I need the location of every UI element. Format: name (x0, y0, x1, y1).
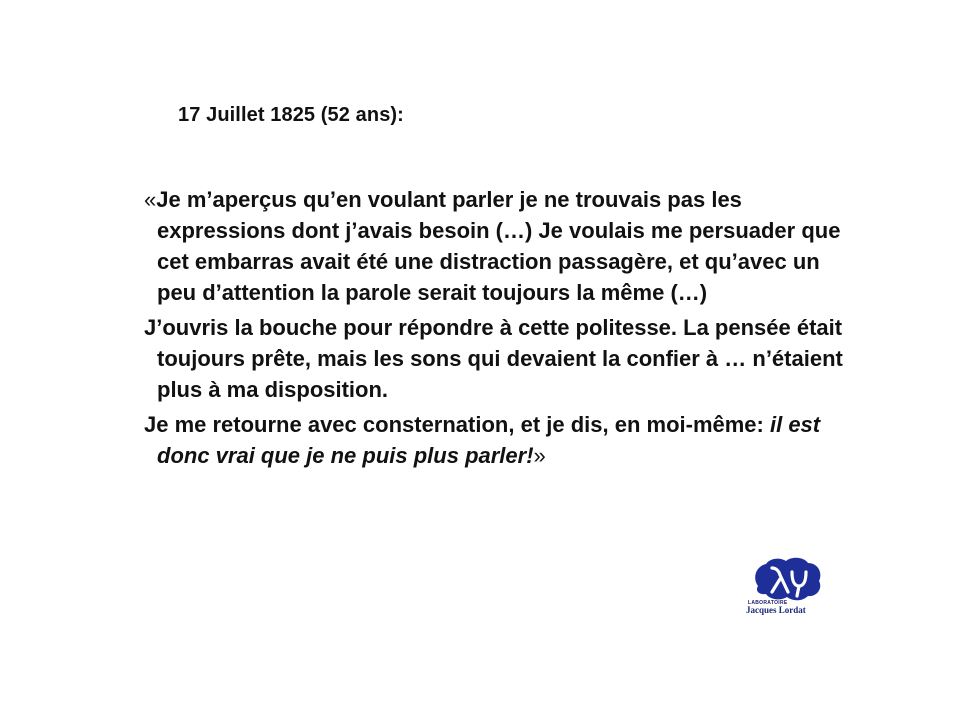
quote-paragraph-1 (144, 184, 844, 308)
paragraph-3-text: Je me retourne avec consternation, et je dis, en moi-même: (144, 412, 770, 437)
quote-body (144, 184, 844, 475)
paragraph-2-text: J’ouvris la bouche pour répondre à cette politesse. La pensée était toujours prête, mais les sons qui devaient la confier à … n’étaient plus à ma disposition. (144, 315, 843, 402)
close-quote-mark: » (533, 443, 546, 468)
lab-logo (728, 556, 838, 620)
date-heading: 17 Juillet 1825 (52 ans): (178, 104, 404, 126)
logo-small-text: LABORATOIRE (748, 600, 788, 606)
quote-paragraph-2 (144, 312, 844, 405)
paragraph-1-text: Je m’aperçus qu’en voulant parler je ne trouvais pas les expressions dont j’avais besoin (…) Je voulais me persuader que cet embarras avait été une distraction passagère, et qu’avec un peu d’attention la parole serait toujours la même (…) (156, 187, 841, 305)
quote-paragraph-3 (144, 409, 844, 471)
open-quote-mark: « (144, 187, 157, 212)
brain-logo-icon (750, 556, 824, 602)
paragraph-3-italic-text: il est donc vrai que je ne puis plus parler! (157, 412, 821, 468)
logo-name: Jacques Lordat (746, 605, 806, 615)
